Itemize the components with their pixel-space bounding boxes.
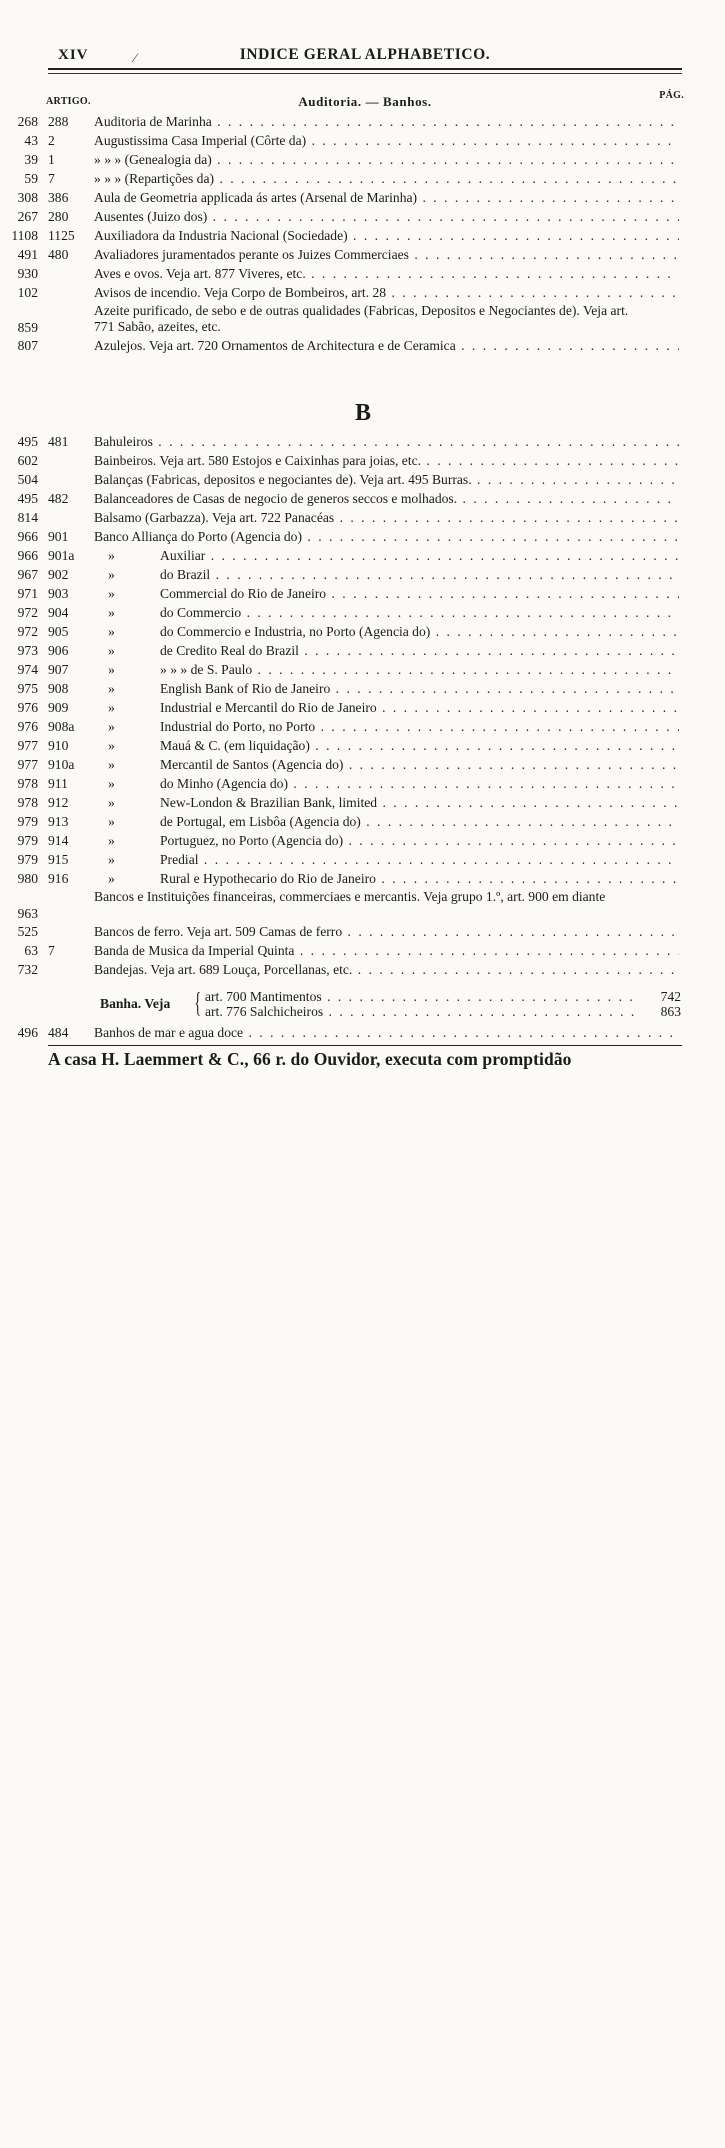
ditto-mark: » [108, 719, 115, 734]
entry-label: Rural e Hypothecario do Rio de Janeiro [160, 871, 376, 886]
index-entry [0, 432, 725, 451]
index-entry [0, 508, 725, 527]
index-entry [0, 922, 725, 941]
article-number: 916 [48, 871, 69, 886]
ditto-mark: » [108, 776, 115, 791]
index-entry [0, 264, 725, 283]
page-column-heading: PÁG. [659, 90, 684, 101]
entry-text [94, 546, 679, 565]
entry-label: Industrial e Mercantil do Rio de Janeiro [160, 700, 377, 715]
entry-text [94, 112, 679, 131]
entry-text [94, 226, 679, 245]
footer-rule [48, 1045, 682, 1046]
page-ref: 977 [17, 757, 38, 772]
pencil-mark: ⁄ [134, 50, 137, 65]
entry-text [94, 508, 679, 527]
entry-text [94, 131, 679, 150]
entry-text [94, 432, 679, 451]
entry-text [94, 717, 679, 736]
page-ref: 102 [17, 285, 38, 300]
page-ref: 495 [17, 434, 38, 449]
entry-label: Balsamo (Garbazza). Veja art. 722 Panacéas [94, 510, 335, 525]
entry-text [94, 960, 679, 979]
page-ref: 859 [17, 320, 38, 335]
entry-label: Mercantil de Santos (Agencia do) [160, 757, 344, 772]
index-entry [0, 603, 725, 622]
entry-text [94, 812, 679, 831]
entry-label: Aves e ovos. Veja art. 877 Viveres, etc. [94, 266, 306, 281]
ditto-mark: » [108, 757, 115, 772]
entry-text [94, 736, 679, 755]
entry-label: » » » (Genealogia da) [94, 152, 212, 167]
entry-text [94, 188, 679, 207]
page-ref: 971 [17, 586, 38, 601]
page-ref: 267 [17, 209, 38, 224]
index-entry [0, 188, 725, 207]
entry-label: New-London & Brazilian Bank, limited [160, 795, 378, 810]
page-ref: 59 [24, 171, 38, 186]
banha-entry [0, 989, 725, 1023]
index-entry [0, 960, 725, 979]
page-ref: 602 [17, 453, 38, 468]
entry-text [94, 169, 679, 188]
entry-label: Bancos e Instituições financeiras, commerciaes e mercantis. Veja grupo 1.º, art. 900 em diante [94, 889, 606, 904]
article-number: 7 [48, 171, 55, 186]
page-ref: 979 [17, 852, 38, 867]
index-entry [0, 112, 725, 131]
entry-text [94, 889, 635, 905]
article-number: 908a [48, 719, 75, 734]
index-entry [0, 584, 725, 603]
entry-text [94, 150, 679, 169]
page-ref: 977 [17, 738, 38, 753]
entry-label: Portuguez, no Porto (Agencia do) [160, 833, 344, 848]
ditto-mark: » [108, 871, 115, 886]
page-ref: 39 [24, 152, 38, 167]
article-number: 2 [48, 133, 55, 148]
index-entry [0, 1023, 725, 1042]
index-entry [0, 169, 725, 188]
section-b-entries [0, 432, 725, 979]
index-entry [0, 641, 725, 660]
index-entry [0, 489, 725, 508]
ditto-mark: » [108, 700, 115, 715]
entry-text [94, 622, 679, 641]
section-a-entries [0, 112, 725, 355]
ditto-mark: » [108, 852, 115, 867]
index-entry [0, 131, 725, 150]
index-entry [0, 302, 725, 336]
entry-text [94, 679, 679, 698]
page-ref: 732 [17, 962, 38, 977]
page-ref: 963 [17, 906, 38, 921]
entry-label: Balanceadores de Casas de negocio de generos seccos e molhados. [94, 491, 458, 506]
entry-label: English Bank of Rio de Janeiro [160, 681, 331, 696]
entry-label: do Brazil [160, 567, 211, 582]
page-title: INDICE GERAL ALPHABETICO. [239, 46, 491, 63]
article-number: 905 [48, 624, 69, 639]
banha-ref-2: art. 776 Salchicheiros . . . [205, 1004, 635, 1020]
ditto-mark: » [108, 662, 115, 677]
article-number: 908 [48, 681, 69, 696]
ditto-mark: » [108, 814, 115, 829]
entry-label: Commercial do Rio de Janeiro [160, 586, 327, 601]
page-ref: 63 [24, 943, 38, 958]
page-ref: 814 [17, 510, 38, 525]
entry-label: » » » de S. Paulo [160, 662, 253, 677]
entry-text [94, 527, 679, 546]
entry-text [94, 207, 679, 226]
entry-label: Bancos de ferro. Veja art. 509 Camas de ferro [94, 924, 343, 939]
page-ref: 525 [17, 924, 38, 939]
entry-label: de Portugal, em Lisbôa (Agencia do) [160, 814, 361, 829]
banha-label: Banha. Veja [100, 996, 171, 1011]
page-ref: 966 [17, 529, 38, 544]
index-entry [0, 793, 725, 812]
page-ref: 504 [17, 472, 38, 487]
article-number: 906 [48, 643, 69, 658]
page-header [46, 44, 684, 66]
page-ref: 978 [17, 795, 38, 810]
article-number: 484 [48, 1025, 69, 1040]
entry-text [94, 660, 679, 679]
page-ref: 972 [17, 605, 38, 620]
section-letter-b: B [354, 400, 370, 426]
entry-text [94, 941, 679, 960]
entry-label: Auxiliar [160, 548, 206, 563]
index-entry [0, 245, 725, 264]
index-entry [0, 565, 725, 584]
entry-label: Mauá & C. (em liquidação) [160, 738, 310, 753]
index-entry [0, 888, 725, 922]
index-entry [0, 660, 725, 679]
entry-label: Aula de Geometria applicada ás artes (Arsenal de Marinha) [94, 190, 418, 205]
page-ref: 966 [17, 548, 38, 563]
article-number: 913 [48, 814, 69, 829]
article-number: 911 [48, 776, 68, 791]
entry-text [94, 245, 679, 264]
entry-label: Azulejos. Veja art. 720 Ornamentos de Architectura e de Ceramica [94, 338, 456, 353]
entry-text [94, 489, 679, 508]
ditto-mark: » [108, 586, 115, 601]
entry-text [94, 869, 679, 888]
page-ref: 973 [17, 643, 38, 658]
index-entry [0, 736, 725, 755]
article-number: 907 [48, 662, 69, 677]
article-number: 280 [48, 209, 69, 224]
header-rule-thick [48, 68, 682, 70]
entry-text [94, 793, 679, 812]
page-ref: 976 [17, 719, 38, 734]
entry-label: Banda de Musica da Imperial Quinta [94, 943, 295, 958]
entry-text [94, 774, 679, 793]
index-entry [0, 226, 725, 245]
entry-text [94, 922, 679, 941]
entry-text [94, 831, 679, 850]
entry-label: do Commercio [160, 605, 242, 620]
entry-label: Augustissima Casa Imperial (Côrte da) [94, 133, 307, 148]
page-ref: 976 [17, 700, 38, 715]
entry-text [94, 303, 635, 335]
ditto-mark: » [108, 567, 115, 582]
ditto-mark: » [108, 833, 115, 848]
ditto-mark: » [108, 624, 115, 639]
banha-ref-1: art. 700 Mantimentos . . . [205, 989, 635, 1005]
page-ref: 1108 [11, 228, 38, 243]
entry-text [94, 565, 679, 584]
article-number: 481 [48, 434, 69, 449]
entry-label: Bainbeiros. Veja art. 580 Estojos e Caixinhas para joias, etc. [94, 453, 422, 468]
index-entry [0, 941, 725, 960]
ditto-mark: » [108, 605, 115, 620]
ditto-mark: » [108, 643, 115, 658]
article-number: 903 [48, 586, 69, 601]
index-entry [0, 812, 725, 831]
entry-label: Bandejas. Veja art. 689 Louça, Porcellanas, etc. [94, 962, 353, 977]
article-number: 288 [48, 114, 69, 129]
entry-label: Auxiliadora da Industria Nacional (Sociedade) [94, 228, 348, 243]
entry-label: Avisos de incendio. Veja Corpo de Bombeiros, art. 28 [94, 285, 387, 300]
entry-label: » » » (Repartições da) [94, 171, 215, 186]
entry-label: Azeite purificado, de sebo e de outras qualidades (Fabricas, Depositos e Negociantes de). Veja art. 771 Sabão, azeites, etc. [94, 303, 629, 334]
page-ref: 979 [17, 833, 38, 848]
header-rule-thin [48, 73, 682, 74]
index-entry [0, 527, 725, 546]
page-ref: 807 [17, 338, 38, 353]
entry-text [94, 264, 679, 283]
page-ref: 496 [17, 1025, 38, 1040]
entry-label: Bahuleiros [94, 434, 153, 449]
brace-glyph: { [194, 988, 202, 1019]
index-entry [0, 717, 725, 736]
entry-label: Auditoria de Marinha [94, 114, 212, 129]
ditto-mark: » [108, 738, 115, 753]
article-number: 909 [48, 700, 69, 715]
article-number: 910 [48, 738, 69, 753]
entry-text [94, 698, 679, 717]
page-ref: 43 [24, 133, 38, 148]
index-entry [0, 869, 725, 888]
entry-text [94, 641, 679, 660]
index-entry [0, 698, 725, 717]
ditto-mark: » [108, 548, 115, 563]
index-entry [0, 336, 725, 355]
article-number: 901 [48, 529, 69, 544]
section-range-heading: Auditoria. — Banhos. [298, 94, 432, 109]
page-ref: 980 [17, 871, 38, 886]
article-number: 914 [48, 833, 69, 848]
page-number: XIV [58, 47, 89, 63]
article-number: 482 [48, 491, 69, 506]
entry-label: Banco Alliança do Porto (Agencia do) [94, 529, 303, 544]
entry-label: Banhos de mar e agua doce [94, 1025, 244, 1040]
page-ref: 974 [17, 662, 38, 677]
entry-label: Avaliadores juramentados perante os Juizes Commerciaes [94, 247, 409, 262]
ditto-mark: » [108, 795, 115, 810]
page-ref: 967 [17, 567, 38, 582]
index-entry [0, 679, 725, 698]
page-ref: 975 [17, 681, 38, 696]
entry-text [94, 1023, 679, 1042]
article-number: 912 [48, 795, 69, 810]
article-number: 1 [48, 152, 55, 167]
entry-text [94, 451, 679, 470]
index-entry [0, 831, 725, 850]
index-entry [0, 622, 725, 641]
index-entry [0, 451, 725, 470]
page-ref: 491 [17, 247, 38, 262]
footer-advert: A casa H. Laemmert & C., 66 r. do Ouvidor, executa com promptidão [48, 1049, 572, 1069]
page-ref: 979 [17, 814, 38, 829]
banha-page-1: 742 [660, 989, 681, 1004]
page-ref: 308 [17, 190, 38, 205]
entry-text [94, 283, 679, 302]
article-number: 901a [48, 548, 75, 563]
article-number: 902 [48, 567, 69, 582]
article-number: 7 [48, 943, 55, 958]
page-ref: 930 [17, 266, 38, 281]
entry-label: Balanças (Fabricas, depositos e negociantes de). Veja art. 495 Burras. [94, 472, 472, 487]
ditto-mark: » [108, 681, 115, 696]
entry-text [94, 755, 679, 774]
index-entry [0, 850, 725, 869]
index-entry [0, 755, 725, 774]
entry-text [94, 470, 679, 489]
page-ref: 978 [17, 776, 38, 791]
article-number: 910a [48, 757, 75, 772]
page-ref: 972 [17, 624, 38, 639]
index-entry [0, 150, 725, 169]
entry-label: Ausentes (Juizo dos) [94, 209, 208, 224]
entry-label: do Commercio e Industria, no Porto (Agencia do) [160, 624, 431, 639]
article-number: 1125 [48, 228, 75, 243]
entry-label: de Credito Real do Brazil [160, 643, 299, 658]
article-number: 915 [48, 852, 69, 867]
index-entry [0, 470, 725, 489]
article-number: 386 [48, 190, 69, 205]
last-entry [0, 1023, 725, 1042]
entry-label: Industrial do Porto, no Porto [160, 719, 316, 734]
page-ref: 268 [17, 114, 38, 129]
index-entry [0, 207, 725, 226]
entry-label: do Minho (Agencia do) [160, 776, 288, 791]
article-number: 480 [48, 247, 69, 262]
column-headings [46, 90, 684, 110]
index-entry [0, 546, 725, 565]
article-number: 904 [48, 605, 69, 620]
entry-text [94, 336, 679, 355]
entry-text [94, 603, 679, 622]
index-entry [0, 774, 725, 793]
entry-text [94, 584, 679, 603]
index-entry [0, 283, 725, 302]
page-ref: 495 [17, 491, 38, 506]
article-column-heading: ARTIGO. [46, 96, 91, 107]
banha-page-2: 863 [660, 1004, 681, 1019]
entry-label: Predial [160, 852, 199, 867]
entry-text [94, 850, 679, 869]
